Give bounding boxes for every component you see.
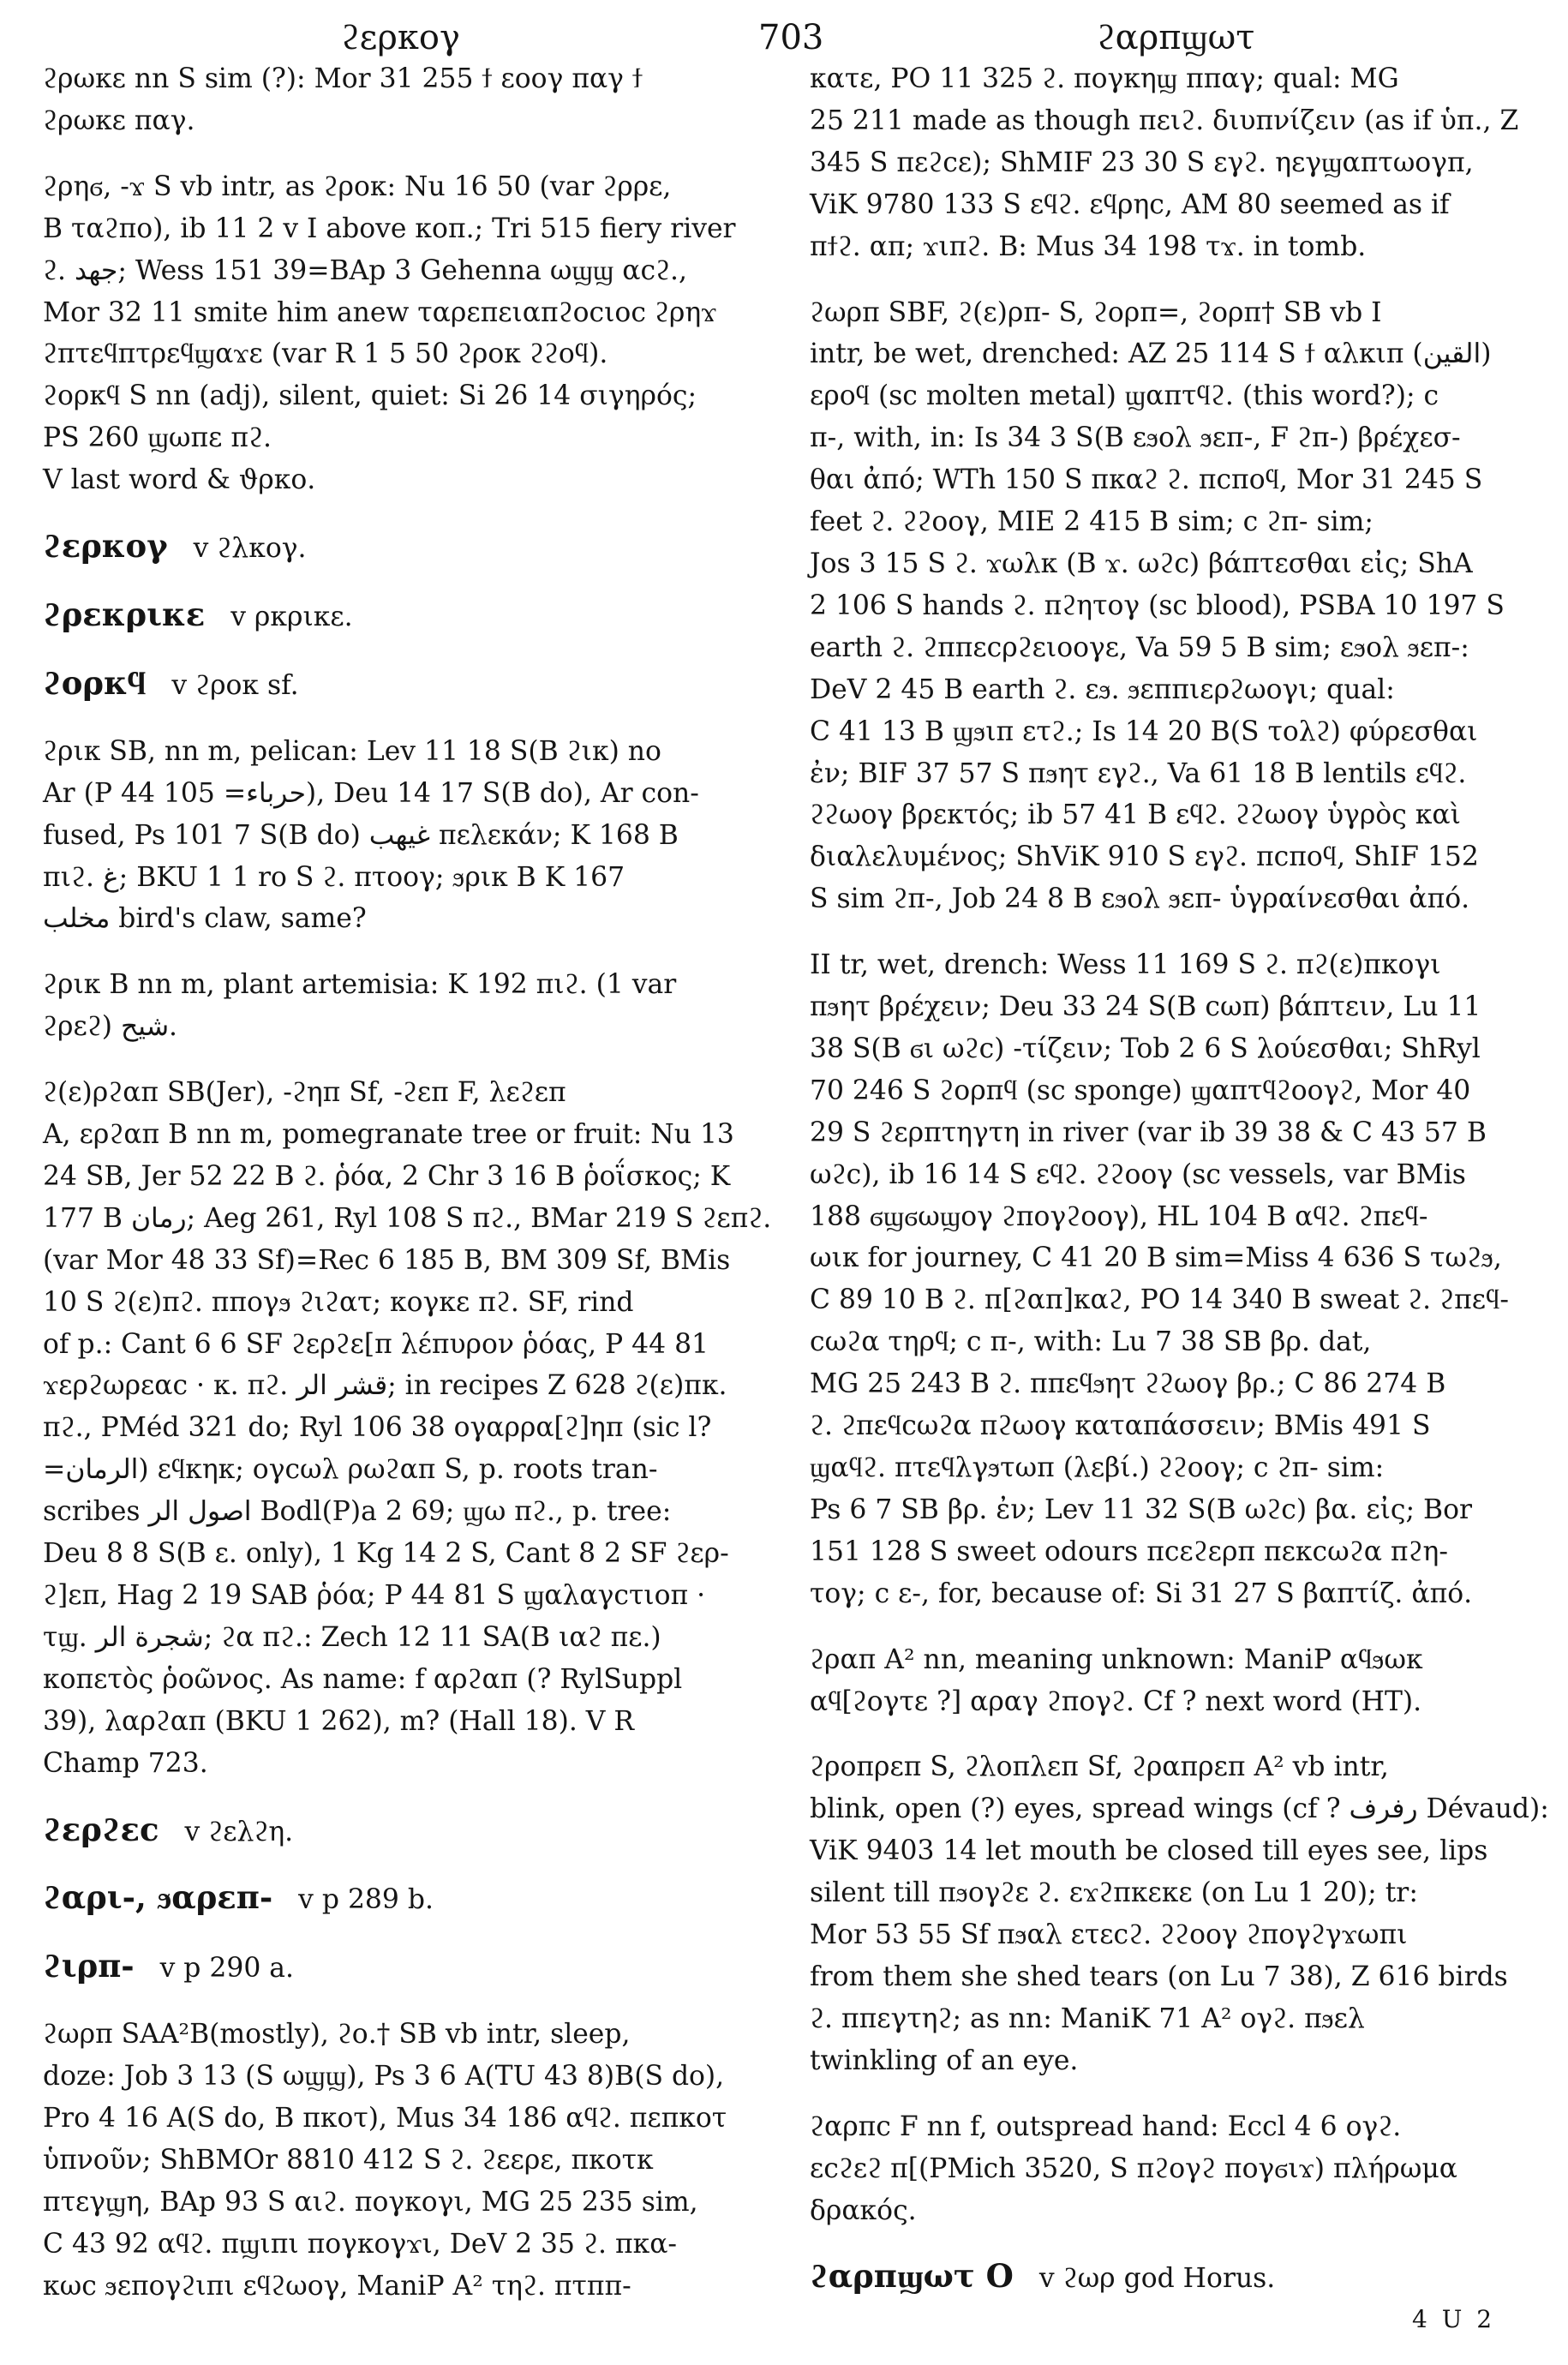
entry-text-line: ViK 9780 133 S εϥϩ. εϥρηc, AM 80 seemed as if bbox=[810, 189, 1450, 220]
entry-text-line: =الرمان) εϥκηκ; ογcωλ ρωϩαπ S, p. roots tran- bbox=[43, 1454, 658, 1486]
entry-text-line: S sim ϩπ-, Job 24 8 B εϧολ ϧεπ- ὑγραίνεσθαι ἀπό. bbox=[810, 883, 1470, 915]
entry-text-line: τϣ. شجرة الر; ϩα πϩ.: Zech 12 11 SA(B ιαϩ πε.) bbox=[43, 1621, 661, 1653]
entry-text-line: ϩρηϭ, -ϫ S vb intr, as ϩροκ: Nu 16 50 (var ϩρρε, bbox=[43, 171, 672, 202]
entry-headword: ϩορκϥ bbox=[43, 663, 147, 702]
entry-text-line: 177 B رمان; Aeg 261, Ryl 108 S πϩ., BMar 219 S ϩεπϩ. bbox=[43, 1202, 772, 1234]
dictionary-entry bbox=[43, 1945, 799, 1990]
entry-text-line: ϩ. ϩπεϥcωϩα πϩωογ καταπάσσειν; BMis 491 S bbox=[810, 1410, 1431, 1442]
entry-text-line: ϩ(ε)ρϩαπ SB(Jer), -ϩηπ Sf, -ϩεπ F, λεϩεπ bbox=[43, 1077, 566, 1109]
entry-text-line: ἐν; BIF 37 57 S πϧητ εγϩ., Va 61 18 B lentils εϥϩ. bbox=[810, 757, 1467, 789]
entry-text-line: doze: Job 3 13 (S ωϣϣ), Ps 3 6 A(TU 43 8)B(S do), bbox=[43, 2061, 725, 2093]
entry-gap bbox=[43, 1853, 799, 1877]
entry-text-line: Pro 4 16 A(S do, B πκοτ), Mus 34 186 αϥϩ. πεπκοτ bbox=[43, 2103, 727, 2134]
entry-text-line: v ϩλκογ. bbox=[193, 533, 307, 565]
entry-gap bbox=[43, 707, 799, 731]
entry-text-line: Mor 53 55 Sf πϧαλ ετεcϩ. ϩϩοογ ϩπογϩγϫωπι bbox=[810, 1919, 1408, 1951]
entry-text-line: 25 211 made as though πειϩ. διυπνίζειν (as if ὑπ., Z bbox=[810, 105, 1519, 136]
entry-text-line: ϩραπ A² nn, meaning unknown: ManiP αϥϧωκ bbox=[810, 1644, 1423, 1675]
entry-gap bbox=[810, 268, 1565, 292]
entry-text-line: ϣαϥϩ. πτεϥλγϧτωπ (λεβί.) ϩϩοογ; c ϩπ- sim: bbox=[810, 1452, 1385, 1483]
entry-text-line: ϩρεϩ) شيح. bbox=[43, 1011, 177, 1043]
entry-text-line: 70 246 S ϩορπϥ (sc sponge) ϣαπτϥϩοογϩ, Mor 40 bbox=[810, 1075, 1471, 1106]
entry-text-line: εcϩεϩ π[(PMich 3520, S πϩογϩ πογϭιϫ) πλήρωμα bbox=[810, 2152, 1457, 2184]
entry-text-line: v ϩροκ sf. bbox=[171, 669, 299, 701]
dictionary-entry bbox=[810, 58, 1565, 268]
entry-text-line: ViK 9403 14 let mouth be closed till eyes see, lips bbox=[810, 1835, 1488, 1867]
entry-text-line: π-, with, in: Is 34 3 S(B εϧολ ϧεπ-, F ϩπ-) βρέχεσ- bbox=[810, 422, 1461, 454]
entry-text-line: δρακός. bbox=[810, 2194, 917, 2226]
entry-headword: ϩιρπ- bbox=[43, 1947, 135, 1985]
entry-text-line: ϩωρπ SBF, ϩ(ε)ρπ- S, ϩορπ=, ϩορπ† SB vb I bbox=[810, 296, 1382, 328]
entry-text-line: ϩϩωογ βρεκτός; ib 57 41 B εϥϩ. ϩϩωογ ὑγρὸς καὶ bbox=[810, 799, 1461, 831]
entry-text-line: Jos 3 15 S ϩ. ϫωλκ (B ϫ. ωϩc) βάπτεσθαι εἰς; ShA bbox=[810, 548, 1473, 579]
entry-text-line: πϧητ βρέχειν; Deu 33 24 S(B cωπ) βάπτειν, Lu 11 bbox=[810, 991, 1481, 1023]
entry-text-line: 188 ϭϣϭωϣογ ϩπογϩοογ), HL 104 B αϥϩ. ϩπεϥ- bbox=[810, 1200, 1428, 1232]
dictionary-entry bbox=[810, 944, 1565, 1615]
entry-text-line: 10 S ϩ(ε)πϩ. ππογϧ ϩιϩατ; κογκε πϩ. SF, rind bbox=[43, 1286, 634, 1318]
dictionary-entry bbox=[43, 662, 799, 707]
entry-text-line: ϩ. ππεγτηϩ; as nn: ManiK 71 A² ογϩ. πϧελ bbox=[810, 2003, 1365, 2034]
entry-text-line: scribes اصول الر Bodl(P)a 2 69; ϣω πϩ., p. tree: bbox=[43, 1496, 672, 1528]
dictionary-entry bbox=[43, 166, 799, 501]
entry-text-line: ὑπνοῦν; ShBMOr 8810 412 S ϩ. ϩεερε, πκοτκ bbox=[43, 2144, 654, 2176]
entry-text-line: κατε, PO 11 325 ϩ. πογκηϣ ππαγ; qual: MG bbox=[810, 63, 1399, 94]
left-column bbox=[43, 58, 799, 2308]
entry-text-line: earth ϩ. ϩππεcρϩειοογε, Va 59 5 B sim; εϧολ ϧεπ-: bbox=[810, 632, 1469, 663]
dictionary-entry bbox=[43, 2014, 799, 2307]
dictionary-entry bbox=[43, 731, 799, 941]
entry-text-line: C 43 92 αϥϩ. πϣιπι πογκογϫι, DeV 2 35 ϩ. πκα- bbox=[43, 2228, 677, 2260]
entry-text-line: feet ϩ. ϩϩοογ, MIE 2 415 B sim; c ϩπ- sim; bbox=[810, 506, 1373, 538]
entry-text-line: ϩ. جهد; Wess 151 39=BAp 3 Gehenna ωϣϣ αcϩ., bbox=[43, 254, 688, 286]
entry-text-line: v ϩελϩη. bbox=[184, 1816, 294, 1847]
entry-text-line: θαι ἀπό; WTh 150 S πκαϩ ϩ. πcποϥ, Mor 31 245 S bbox=[810, 464, 1483, 496]
entry-text-line: v p 289 b. bbox=[298, 1884, 434, 1916]
entry-gap bbox=[43, 501, 799, 525]
entry-text-line: Champ 723. bbox=[43, 1747, 208, 1779]
entry-text-line: ϩρωκε παγ. bbox=[43, 105, 195, 136]
entry-gap bbox=[43, 570, 799, 594]
entry-text-line: 39), λαρϩαπ (BKU 1 262), m? (Hall 18). V R bbox=[43, 1705, 635, 1737]
entry-text-line: intr, be wet, drenched: AZ 25 114 S ϯ αλκιπ (القين) bbox=[810, 338, 1492, 370]
entry-text-line: PS 260 ϣωπε πϩ. bbox=[43, 422, 272, 454]
entry-text-line: silent till πϧογϩε ϩ. εϫϩπκεκε (on Lu 1 20); tr: bbox=[810, 1877, 1418, 1909]
entry-text-line: cωϩα τηρϥ; c π-, with: Lu 7 38 SB βρ. dat, bbox=[810, 1326, 1372, 1358]
entry-text-line: twinkling of an eye. bbox=[810, 2045, 1079, 2076]
entry-text-line: II tr, wet, drench: Wess 11 169 S ϩ. πϩ(ε)πκογι bbox=[810, 949, 1441, 981]
entry-text-line: εροϥ (sc molten metal) ϣαπτϥϩ. (this word?); c bbox=[810, 380, 1439, 412]
entry-text-line: ωϩc), ib 16 14 S εϥϩ. ϩϩοογ (sc vessels, var BMis bbox=[810, 1159, 1466, 1190]
page-number: 703 bbox=[758, 18, 824, 57]
entry-gap bbox=[43, 638, 799, 662]
entry-text-line: πτεγϣη, BAp 93 S αιϩ. πογκογι, MG 25 235 sim, bbox=[43, 2186, 698, 2218]
entry-headword: ϩρεκρικε bbox=[43, 595, 206, 633]
entry-text-line: ϩπτεϥπτρεϥϣαϫε (var R 1 5 50 ϩροκ ϩϩοϥ). bbox=[43, 338, 608, 370]
dictionary-entry bbox=[43, 525, 799, 570]
entry-text-line: MG 25 243 B ϩ. ππεϥϧητ ϩϩωογ βρ.; C 86 274 B bbox=[810, 1368, 1446, 1400]
entry-text-line: 24 SB, Jer 52 22 B ϩ. ῥόα, 2 Chr 3 16 B ῥοΐσκος; K bbox=[43, 1160, 731, 1192]
dictionary-entry bbox=[43, 1809, 799, 1853]
entry-text-line: v ϩωρ god Horus. bbox=[1038, 2263, 1276, 2295]
entry-headword: ϩερϩεc bbox=[43, 1810, 159, 1848]
entry-text-line: ϩωρπ SAA²B(mostly), ϩο.† SB vb intr, sleep, bbox=[43, 2019, 631, 2051]
entry-text-line: ϩαρπc F nn f, outspread hand: Eccl 4 6 ογϩ. bbox=[810, 2111, 1402, 2142]
entry-text-line: C 89 10 B ϩ. π[ϩαπ]καϩ, PO 14 340 B sweat ϩ. ϩπεϥ- bbox=[810, 1284, 1510, 1316]
entry-text-line: ϩορκϥ S nn (adj), silent, quiet: Si 26 14 σιγηρός; bbox=[43, 380, 697, 412]
entry-headword: ϩαρι-, ϧαρεπ- bbox=[43, 1878, 273, 1917]
entry-text-line: 345 S πεϩcε); ShMIF 23 30 S εγϩ. ηεγϣαπτωογπ, bbox=[810, 147, 1474, 178]
entry-text-line: ϩροπρεπ S, ϩλοπλεπ Sf, ϩραπρεπ A² vb intr, bbox=[810, 1751, 1389, 1783]
entry-text-line: πιϩ. غ; BKU 1 1 ro S ϩ. πτοογ; ϧρικ B K 167 bbox=[43, 861, 625, 893]
header-left-guide-word: ϩερκογ bbox=[341, 18, 460, 57]
header-right-guide-word: ϩαρπϣωτ bbox=[1097, 18, 1255, 57]
entry-gap bbox=[810, 2082, 1565, 2106]
entry-text-line: C 41 13 B ϣϧιπ ετϩ.; Is 14 20 B(S τολϩ) φύρεσθαι bbox=[810, 715, 1478, 747]
right-column bbox=[810, 58, 1565, 2300]
dictionary-entry bbox=[43, 964, 799, 1048]
entry-gap bbox=[43, 142, 799, 166]
entry-text-line: Ar (P 44 105 =حرباء), Deu 14 17 S(B do), Ar con- bbox=[43, 777, 699, 809]
entry-text-line: fused, Ps 101 7 S(B do) غيهب πελεκάν; K 168 B bbox=[43, 819, 679, 851]
entry-text-line: ϩρωκε nn S sim (?): Mor 31 255 ϯ εοογ παγ ϯ bbox=[43, 63, 643, 94]
entry-text-line: blink, open (?) eyes, spread wings (cf ? رفرف Dévaud): bbox=[810, 1793, 1549, 1825]
dictionary-entry bbox=[810, 2255, 1565, 2300]
dictionary-entry bbox=[810, 1746, 1565, 2081]
dictionary-entry bbox=[43, 58, 799, 142]
entry-text-line: مخلب bird's claw, same? bbox=[43, 903, 367, 935]
running-header bbox=[0, 12, 1568, 63]
entry-text-line: αϥ[ϩογτε ?] αραγ ϩπογϩ. Cf ? next word (HT). bbox=[810, 1685, 1422, 1717]
entry-text-line: Mor 32 11 smite him anew ταρεπειαπϩοcιοc ϩρηϫ bbox=[43, 296, 717, 328]
entry-gap bbox=[43, 940, 799, 964]
entry-text-line: v p 290 a. bbox=[159, 1953, 294, 1985]
dictionary-entry bbox=[810, 2106, 1565, 2232]
entry-text-line: κωc ϧεπογϩιπι εϥϩωογ, ManiP A² τηϩ. πτππ- bbox=[43, 2270, 631, 2302]
entry-text-line: from them she shed tears (on Lu 7 38), Z 616 birds bbox=[810, 1961, 1508, 1992]
entry-gap bbox=[43, 1785, 799, 1809]
entry-text-line: of p.: Cant 6 6 SF ϩερϩε[π λέπυρον ῥόας, P 44 81 bbox=[43, 1328, 709, 1360]
dictionary-entry bbox=[43, 1877, 799, 1921]
dictionary-entry bbox=[43, 594, 799, 638]
dictionary-entry bbox=[810, 1639, 1565, 1723]
entry-text-line: ϩρικ SB, nn m, pelican: Lev 11 18 S(B ϩικ) no bbox=[43, 735, 661, 767]
dictionary-entry bbox=[810, 292, 1565, 921]
entry-gap bbox=[43, 1048, 799, 1072]
entry-text-line: DeV 2 45 B earth ϩ. εϧ. ϧεππιερϩωογι; qual: bbox=[810, 674, 1395, 705]
entry-text-line: Ps 6 7 SB βρ. ἐν; Lev 11 32 S(B ωϩc) βα. εἰς; Bor bbox=[810, 1494, 1473, 1525]
entry-text-line: v ρκρικε. bbox=[230, 601, 353, 632]
entry-text-line: ϩ]επ, Hag 2 19 SAB ῥόα; P 44 81 S ϣαλαγcτιοπ · bbox=[43, 1580, 706, 1611]
entry-text-line: κοπετὸς ῥοῶνος. As name: f αρϩαπ (? RylSuppl bbox=[43, 1663, 683, 1695]
entry-text-line: 29 S ϩερπτηγτη in river (var ib 39 38 & C 43 57 B bbox=[810, 1117, 1487, 1148]
entry-text-line: V last word & ϑρκο. bbox=[43, 464, 316, 496]
dictionary-entry bbox=[43, 1072, 799, 1784]
entry-gap bbox=[43, 1921, 799, 1945]
entry-text-line: 38 S(B ϭι ωϩc) -τίζειν; Tob 2 6 S λούεσθαι; ShRyl bbox=[810, 1033, 1481, 1064]
entry-headword: ϩερκογ bbox=[43, 527, 168, 566]
entry-text-line: B ταϩπο), ib 11 2 v I above κοπ.; Tri 515 fiery river bbox=[43, 213, 736, 244]
entry-text-line: 2 106 S hands ϩ. πϩητογ (sc blood), PSBA 10 197 S bbox=[810, 590, 1505, 621]
entry-headword: ϩαρπϣωτ O bbox=[810, 2257, 1014, 2296]
entry-text-line: τογ; c ε-, for, because of: Si 31 27 S βαπτίζ. ἀπό. bbox=[810, 1578, 1473, 1609]
entry-text-line: πϩ., PMéd 321 do; Ryl 106 38 ογαρρα[ϩ]ηπ (sic l? bbox=[43, 1412, 712, 1444]
entry-text-line: ωικ for journey, C 41 20 B sim=Miss 4 636 S τωϩϧ, bbox=[810, 1242, 1502, 1274]
entry-gap bbox=[810, 1615, 1565, 1639]
entry-gap bbox=[810, 1722, 1565, 1746]
entry-text-line: ϩρικ B nn m, plant artemisia: K 192 πιϩ. (1 var bbox=[43, 969, 677, 1001]
entry-text-line: (var Mor 48 33 Sf)=Rec 6 185 B, BM 309 Sf, BMis bbox=[43, 1244, 731, 1276]
entry-text-line: 151 128 S sweet odours πcεϩερπ πεκcωϩα πϩη- bbox=[810, 1536, 1448, 1567]
signature-mark: 4 U 2 bbox=[1412, 2305, 1496, 2333]
entry-text-line: ϫερϩωρεαc · κ. πϩ. قشر الر; in recipes Z 628 ϩ(ε)πκ. bbox=[43, 1370, 727, 1402]
entry-text-line: Deu 8 8 S(B ε. only), 1 Kg 14 2 S, Cant 8 2 SF ϩερ- bbox=[43, 1538, 729, 1570]
entry-gap bbox=[810, 2231, 1565, 2255]
entry-text-line: πϯϩ. απ; ϫιπϩ. B: Mus 34 198 τϫ. in tomb. bbox=[810, 231, 1367, 262]
entry-gap bbox=[43, 1990, 799, 2014]
entry-text-line: διαλελυμένος; ShViK 910 S εγϩ. πcποϥ, ShIF 152 bbox=[810, 841, 1479, 873]
entry-text-line: A, ερϩαπ B nn m, pomegranate tree or fruit: Nu 13 bbox=[43, 1119, 734, 1151]
entry-gap bbox=[810, 920, 1565, 944]
